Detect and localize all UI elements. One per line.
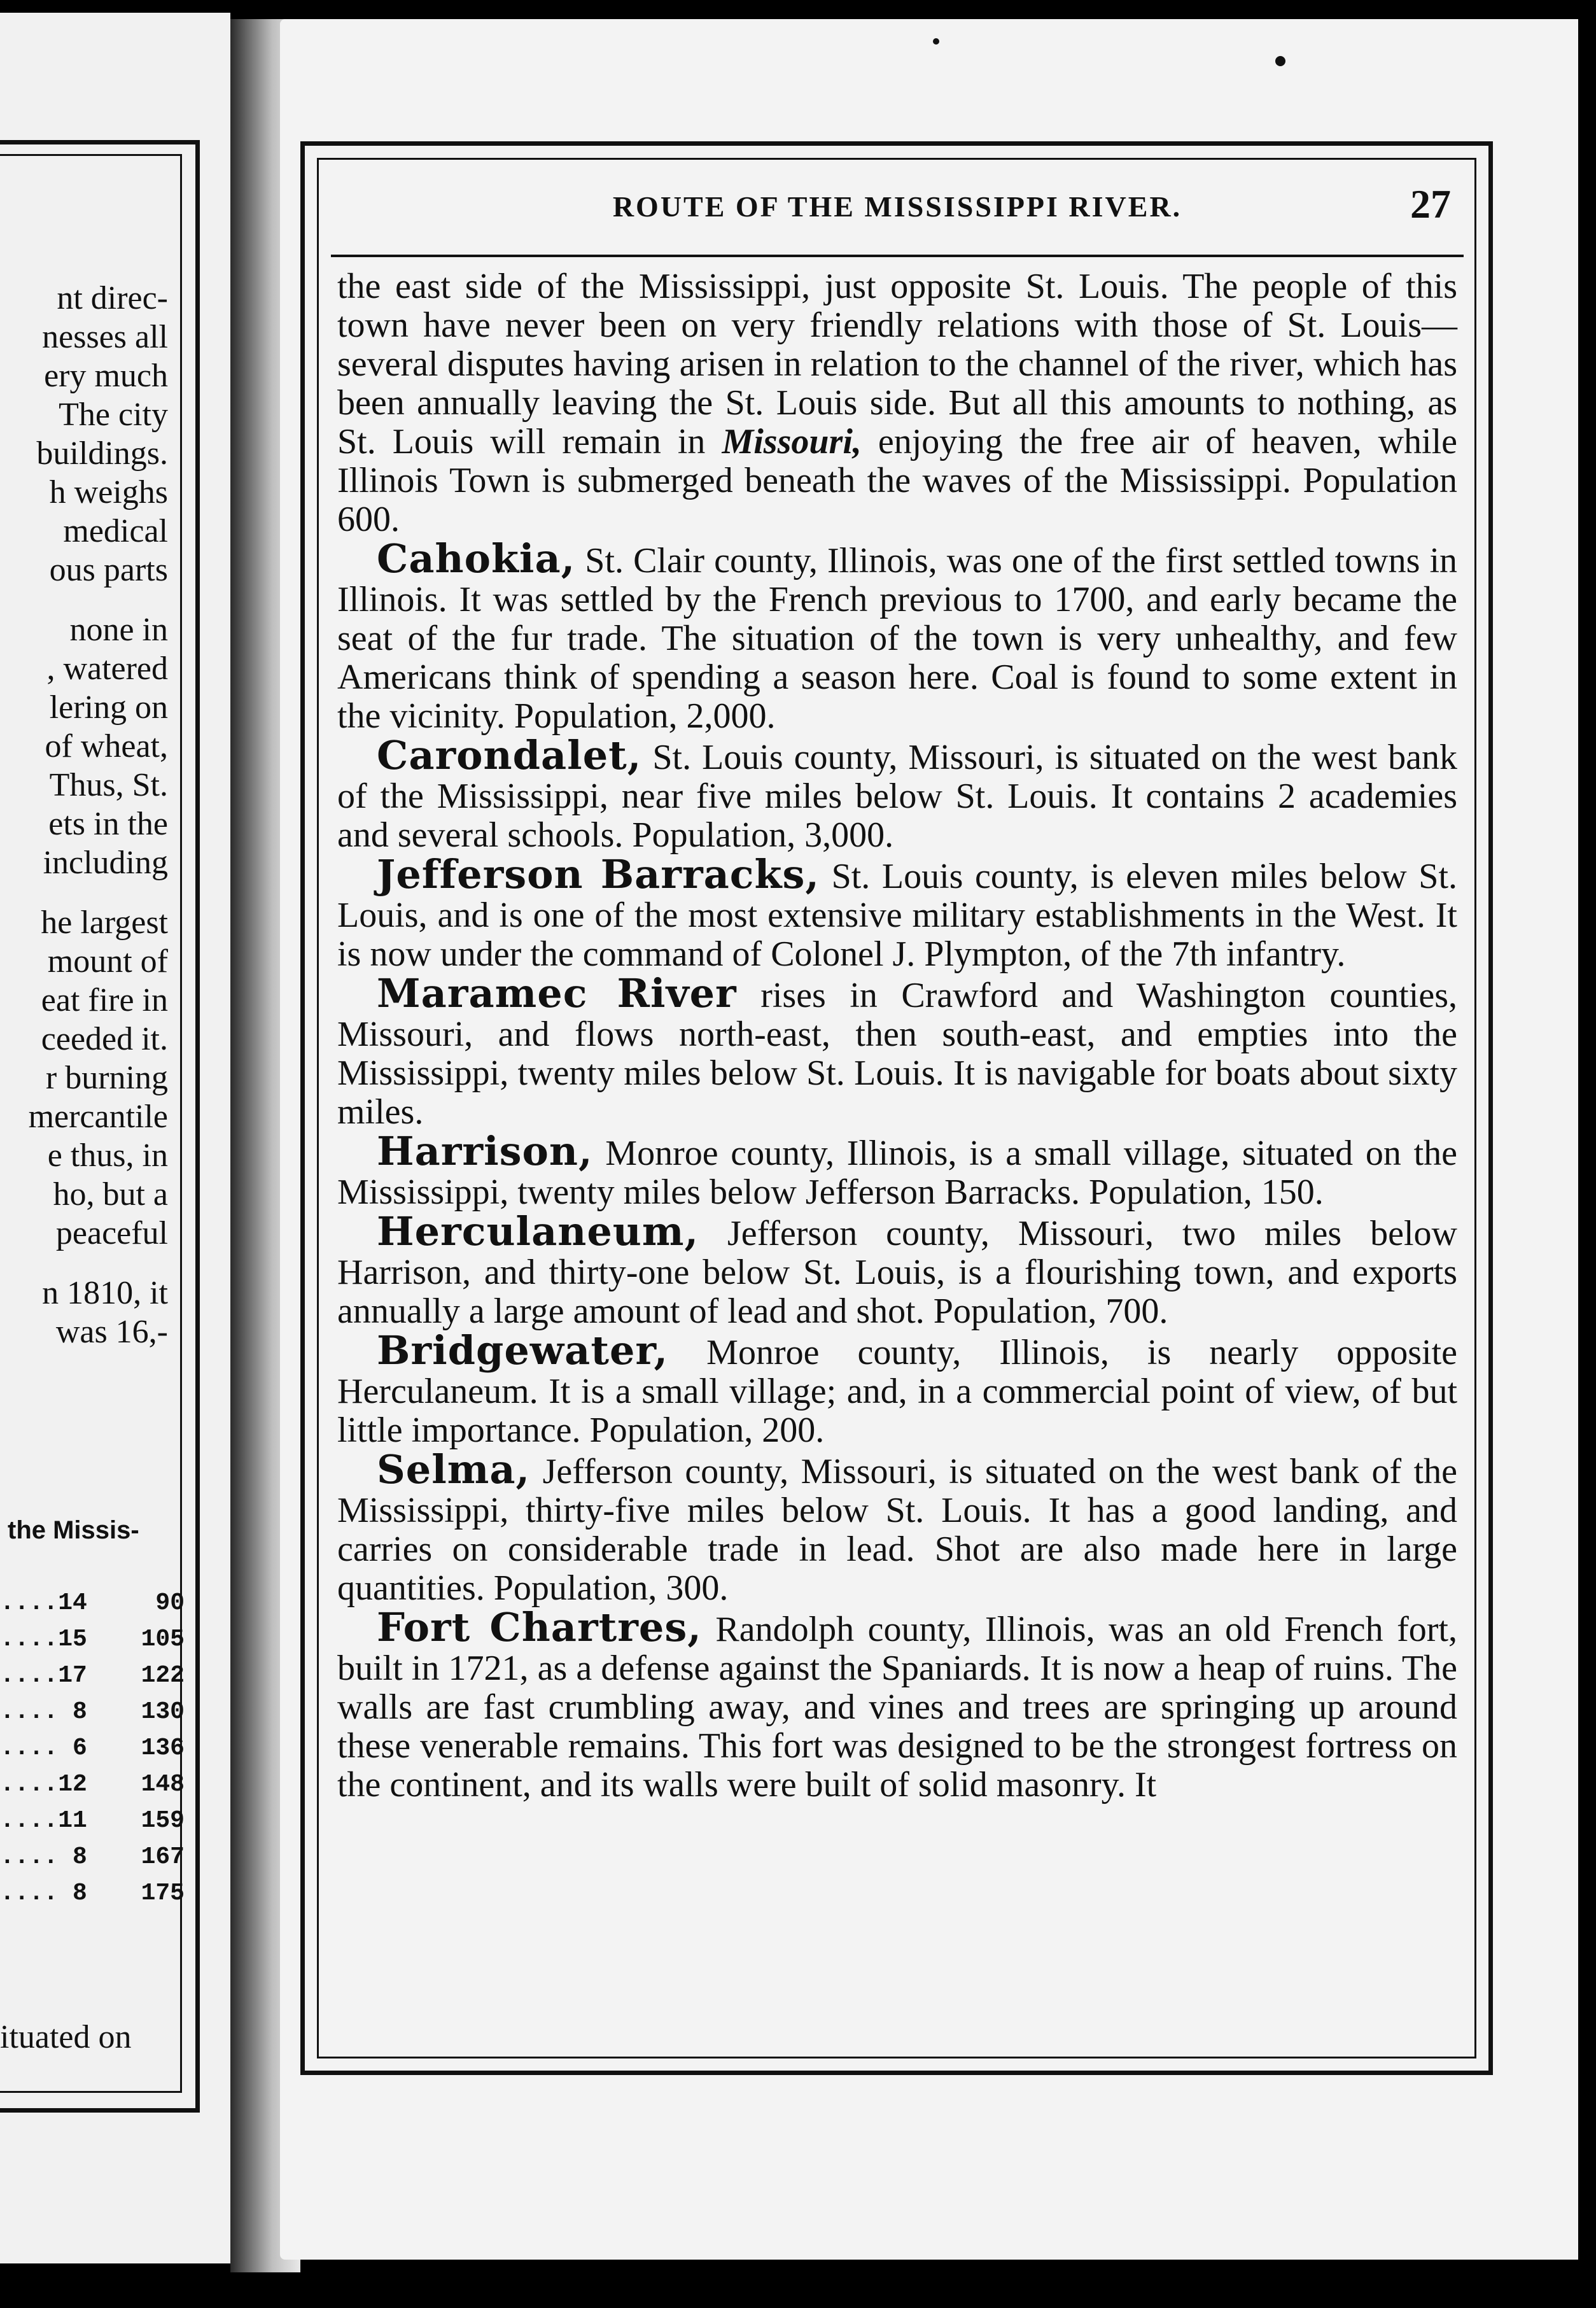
text-line: mercantile bbox=[28, 1099, 168, 1135]
text-line: h weighs bbox=[49, 474, 168, 510]
text-line: mount of bbox=[47, 943, 168, 980]
distance-cell: ....14 bbox=[0, 1589, 87, 1617]
distance-cell: ....15 bbox=[0, 1626, 87, 1653]
entry-jefferson-barracks bbox=[337, 851, 1457, 974]
page-body bbox=[337, 267, 1457, 1805]
page-number: 27 bbox=[1410, 181, 1451, 227]
entry-heading: Fort Chartres, bbox=[377, 1604, 702, 1650]
total-cell: 159 bbox=[141, 1807, 185, 1834]
text-line: ceeded it. bbox=[41, 1021, 168, 1057]
text-line: peaceful bbox=[55, 1215, 168, 1251]
text-line: Thus, St. bbox=[49, 767, 168, 803]
entry-fort-chartres bbox=[337, 1604, 1457, 1805]
entry-heading: Carondalet, bbox=[377, 732, 642, 778]
paragraph-text: enjoying the free air of heaven, while Illinois Town is submerged beneath the waves of the Mississippi. Population 600. bbox=[337, 422, 1457, 539]
entry-cahokia bbox=[337, 535, 1457, 736]
entry-heading: Selma, bbox=[377, 1446, 531, 1493]
text-line: ituated on bbox=[0, 2019, 132, 2055]
table-row bbox=[0, 1803, 185, 1839]
distance-table bbox=[0, 1585, 185, 1911]
text-line: e thus, in bbox=[47, 1137, 168, 1174]
previous-page-text bbox=[0, 279, 168, 1351]
table-caption: the Missis- bbox=[8, 1516, 139, 1544]
entry-maramec-river bbox=[337, 970, 1457, 1132]
text-line: , watered bbox=[46, 651, 168, 687]
text-line: The city bbox=[59, 397, 168, 433]
text-line: nesses all bbox=[42, 319, 168, 355]
entry-heading: Jefferson Barracks, bbox=[377, 851, 820, 897]
entry-text: Jefferson county, Missouri, is situated on the west bank of the Mississippi, thirty-five miles below St. Louis. It has a good landing, and carries on considerable trade in lead. Shot are also made here in large quantities. Population, 300. bbox=[337, 1452, 1457, 1608]
entry-text: Randolph county, Illinois, was an old French fort, built in 1721, as a defense against the Spaniards. It is now a heap of ruins. The walls are fast crumbling away, and vines and trees are springing up around these venerable remains. This fort was designed to be the strongest fortress on the continent, and its walls were built of solid masonry. It bbox=[337, 1610, 1457, 1805]
entry-heading: Cahokia, bbox=[377, 535, 576, 582]
previous-page bbox=[0, 13, 230, 2263]
table-row bbox=[0, 1730, 185, 1766]
table-row bbox=[0, 1875, 185, 1911]
distance-cell: .... 8 bbox=[0, 1880, 87, 1907]
entry-text: Jefferson county, Missouri, two miles below Harrison, and thirty-one below St. Louis, is a flourishing town, and exports annually a large amount of lead and shot. Population, 700. bbox=[337, 1214, 1457, 1331]
entry-bridgewater bbox=[337, 1327, 1457, 1450]
entry-heading: Herculaneum, bbox=[377, 1208, 699, 1255]
text-line: ery much bbox=[44, 358, 168, 394]
text-line: including bbox=[43, 845, 168, 881]
table-row bbox=[0, 1621, 185, 1657]
entry-selma bbox=[337, 1446, 1457, 1608]
header-rule bbox=[331, 255, 1464, 257]
text-line: medical bbox=[63, 513, 168, 549]
text-line: he largest bbox=[41, 904, 168, 941]
distance-cell: .... 6 bbox=[0, 1735, 87, 1762]
total-cell: 90 bbox=[155, 1589, 185, 1617]
entry-text: St. Louis county, is eleven miles below St. Louis, and is one of the most extensive military establishments in the West. It is now under the command of Colonel J. Plympton, of the 7th infantry. bbox=[337, 857, 1457, 974]
table-row bbox=[0, 1766, 185, 1803]
distance-cell: .... 8 bbox=[0, 1698, 87, 1726]
paragraph-illinois-town bbox=[337, 267, 1457, 539]
table-row bbox=[0, 1839, 185, 1875]
italic-text: Missouri, bbox=[722, 422, 862, 461]
entry-text: Monroe county, Illinois, is a small village, situated on the Mississippi, twenty miles below Jefferson Barracks. Population, 150. bbox=[337, 1134, 1457, 1212]
total-cell: 136 bbox=[141, 1735, 185, 1762]
entry-text: St. Clair county, Illinois, was one of the first settled towns in Illinois. It was settled by the French previous to 1700, and early became the seat of the fur trade. The situation of the town is very unhealthy, and few Americans think of spending a season here. Coal is found to some extent in the vicinity. Population, 2,000. bbox=[337, 541, 1457, 736]
text-line: lering on bbox=[49, 689, 168, 726]
entry-heading: Maramec River bbox=[377, 970, 737, 1017]
entry-harrison bbox=[337, 1128, 1457, 1212]
total-cell: 148 bbox=[141, 1771, 185, 1798]
distance-cell: .... 8 bbox=[0, 1843, 87, 1871]
entry-carondalet bbox=[337, 732, 1457, 855]
total-cell: 167 bbox=[141, 1843, 185, 1871]
entry-heading: Bridgewater, bbox=[377, 1327, 669, 1374]
text-line: ous parts bbox=[49, 552, 168, 588]
total-cell: 175 bbox=[141, 1880, 185, 1907]
text-line: r burning bbox=[45, 1060, 168, 1096]
running-header bbox=[331, 181, 1464, 236]
entry-text: St. Louis county, Missouri, is situated on the west bank of the Mississippi, near five miles below St. Louis. It contains 2 academies and several schools. Population, 3,000. bbox=[337, 738, 1457, 855]
scan-speck bbox=[933, 38, 939, 45]
entry-herculaneum bbox=[337, 1208, 1457, 1331]
text-line: eat fire in bbox=[41, 982, 168, 1018]
text-line: ho, but a bbox=[53, 1176, 168, 1213]
table-row bbox=[0, 1694, 185, 1730]
distance-cell: ....12 bbox=[0, 1771, 87, 1798]
total-cell: 105 bbox=[141, 1626, 185, 1653]
entry-text: Monroe county, Illinois, is nearly opposite Herculaneum. It is a small village; and, in a commercial point of view, of but little importance. Population, 200. bbox=[337, 1333, 1457, 1450]
total-cell: 130 bbox=[141, 1698, 185, 1726]
text-line: nt direc- bbox=[57, 280, 168, 316]
text-line: ets in the bbox=[48, 806, 168, 842]
running-title: ROUTE OF THE MISSISSIPPI RIVER. bbox=[612, 190, 1182, 223]
entry-heading: Harrison, bbox=[377, 1128, 593, 1174]
distance-cell: ....17 bbox=[0, 1662, 87, 1689]
entry-text: rises in Crawford and Washington counties, Missouri, and flows north-east, then south-east, and empties into the Mississippi, twenty miles below St. Louis. It is navigable for boats about sixty miles. bbox=[337, 976, 1457, 1132]
text-line: n 1810, it bbox=[42, 1275, 168, 1311]
distance-cell: ....11 bbox=[0, 1807, 87, 1834]
text-line: none in bbox=[69, 612, 168, 648]
paragraph-text: the east side of the Mississippi, just opposite St. Louis. The people of this town have never been on very friendly relations with those of St. Louis—several disputes having arisen in relation to the channel of the river, which has been annually leaving the St. Louis side. But all this amounts to nothing, as St. Louis will remain in bbox=[337, 267, 1457, 461]
text-line: of wheat, bbox=[45, 728, 168, 764]
total-cell: 122 bbox=[141, 1662, 185, 1689]
text-line: was 16,- bbox=[55, 1314, 168, 1350]
text-line: buildings. bbox=[36, 435, 168, 472]
table-row bbox=[0, 1585, 185, 1621]
table-row bbox=[0, 1657, 185, 1694]
scan-speck bbox=[1275, 56, 1285, 66]
